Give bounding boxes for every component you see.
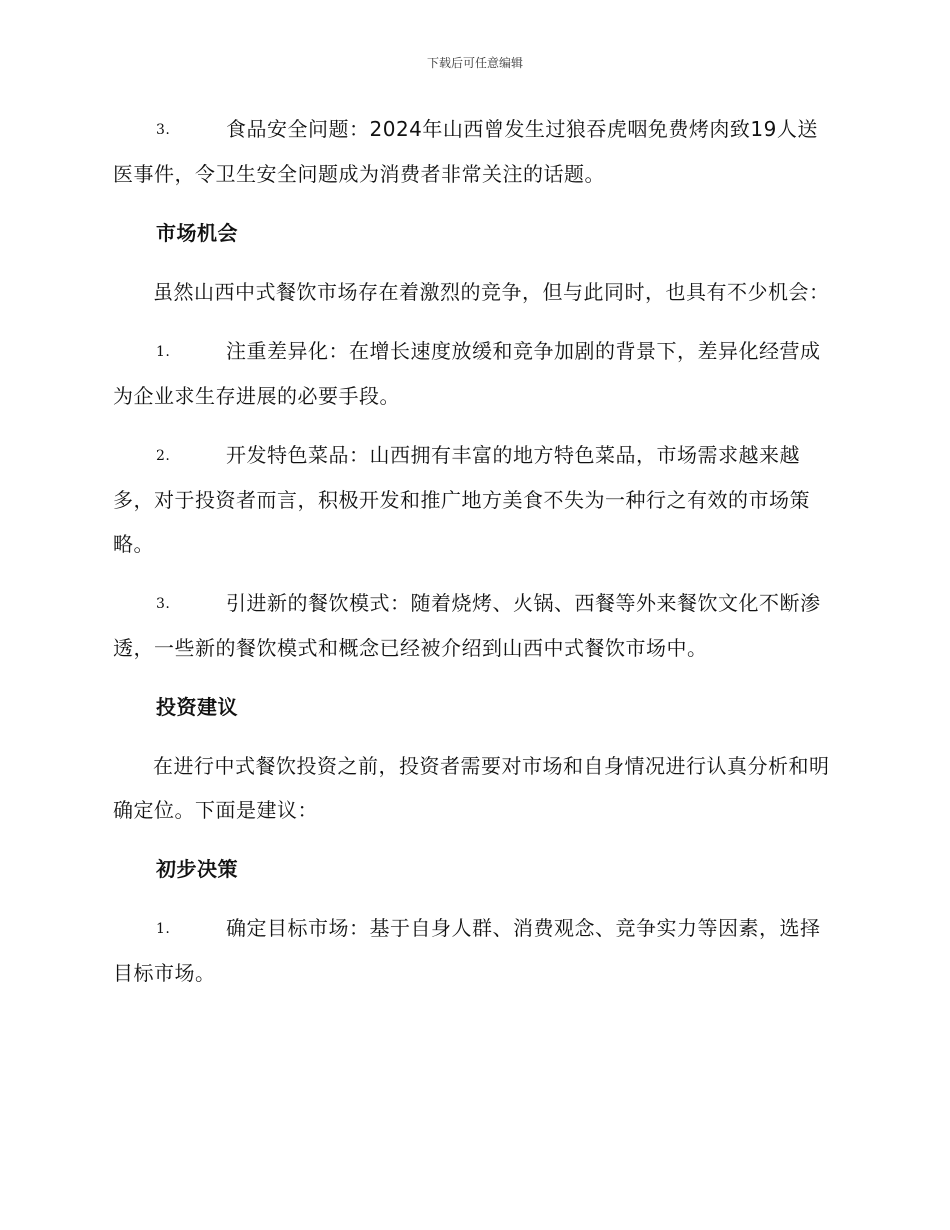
list-number: 1.	[156, 344, 171, 360]
list-item-differentiation	[113, 329, 833, 418]
list-number: 1.	[156, 921, 171, 937]
list-item-text: 注重差异化：在增长速度放缓和竞争加剧的背景下，差异化经营成为企业求生存进展的必要手段。	[113, 339, 821, 408]
list-item-text: 食品安全问题：2024年山西曾发生过狼吞虎咽免费烤肉致19人送医事件，令卫生安全问题成为消费者非常关注的话题。	[113, 117, 818, 186]
list-item-text: 开发特色菜品：山西拥有丰富的地方特色菜品，市场需求越来越多，对于投资者而言，积极开发和推广地方美食不失为一种行之有效的市场策略。	[113, 443, 810, 556]
list-item-food-safety	[113, 107, 833, 196]
page-header: 下载后可任意编辑	[426, 56, 523, 70]
section-heading-initial-decision: 初步决策	[156, 857, 238, 881]
list-item-text: 引进新的餐饮模式：随着烧烤、火锅、西餐等外来餐饮文化不断渗透，一些新的餐饮模式和概念已经被介绍到山西中式餐饮市场中。	[113, 591, 821, 660]
list-number: 2.	[156, 448, 171, 464]
list-item-text: 确定目标市场：基于自身人群、消费观念、竞争实力等因素，选择目标市场。	[113, 916, 821, 985]
list-number: 3.	[156, 122, 171, 138]
list-item-specialty-dishes	[113, 433, 833, 566]
list-item-new-modes	[113, 581, 833, 670]
document-body	[113, 107, 833, 995]
paragraph-opportunity-intro: 虽然山西中式餐饮市场存在着激烈的竞争，但与此同时，也具有不少机会：	[153, 280, 830, 304]
list-item-target-market	[113, 906, 833, 995]
section-heading-investment-advice: 投资建议	[156, 695, 238, 719]
list-number: 3.	[156, 596, 171, 612]
paragraph-investment-intro: 在进行中式餐饮投资之前，投资者需要对市场和自身情况进行认真分析和明确定位。下面是建议：	[113, 754, 830, 822]
section-heading-market-opportunity: 市场机会	[156, 221, 238, 245]
